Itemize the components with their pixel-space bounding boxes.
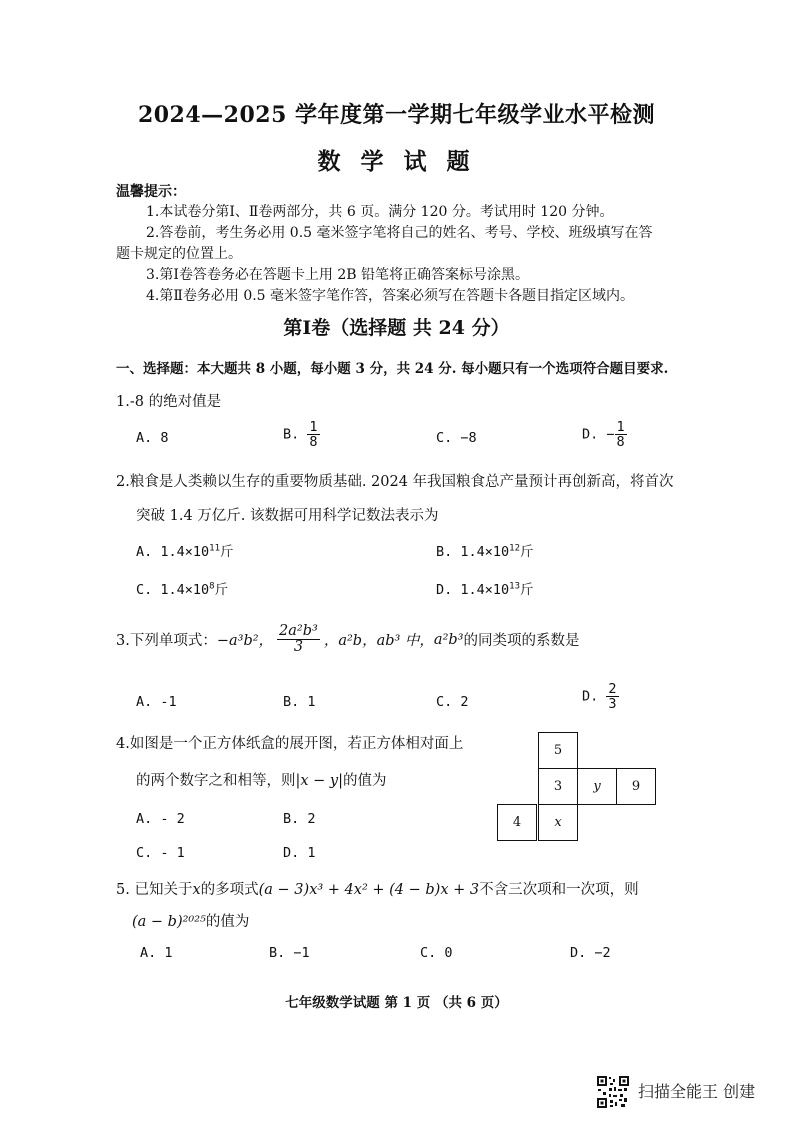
q1-option-c: C. −8 [436, 430, 477, 446]
q1-option-a: A. 8 [136, 430, 169, 446]
net-cell-y: y [577, 768, 617, 805]
q1-option-b-fraction [307, 420, 319, 449]
q2-c-unit: 斤 [214, 582, 229, 598]
q2-option-b [436, 540, 534, 560]
q3-option-a: A. -1 [136, 694, 177, 710]
q1-option-b-label: B. [283, 426, 300, 443]
q3-target-term: a²b³ [433, 631, 464, 648]
cube-net-figure [497, 732, 667, 848]
q4-option-b: B. 2 [283, 811, 316, 827]
q1-option-d-label: D. − [582, 426, 615, 443]
q2-b-exponent: 12 [509, 543, 520, 554]
page-footer: 七年级数学试题 第 1 页 （共 6 页） [285, 995, 508, 1011]
q1-option-d-fraction [615, 420, 627, 449]
q3-suffix: 的同类项的系数是 [463, 633, 580, 650]
notice-item-2-line-2: 题卡规定的位置上。 [116, 246, 242, 262]
notice-item-4: 4.第Ⅱ卷务必用 0.5 毫米签字笔作答，答案必须写在答题卡各题目指定区域内。 [146, 288, 635, 304]
section-title: 第Ⅰ卷（选择题 共 24 分） [283, 317, 510, 339]
q4-line-2-suffix: 的值为 [343, 773, 387, 789]
q4-option-a: A. - 2 [136, 811, 185, 827]
q2-option-a [136, 540, 234, 560]
q5-line-1-mid: 的多项式 [200, 882, 259, 898]
q2-c-exponent: 8 [209, 581, 215, 592]
q2-a-exponent: 11 [209, 543, 220, 554]
net-cell-3: 3 [538, 768, 578, 805]
q4-option-c: C. - 1 [136, 845, 185, 861]
q2-d-exponent: 13 [509, 581, 520, 592]
q3-term-1: −a³b²， [216, 633, 274, 650]
exam-subject: 数 学 试 题 [317, 148, 476, 175]
q2-b-unit: 斤 [520, 544, 534, 560]
q5-line-1-suffix: 不含三次项和一次项，则 [479, 882, 639, 898]
q1-option-b [283, 420, 320, 449]
q4-line-2-prefix: 的两个数字之和相等，则 [136, 773, 296, 789]
qr-code-icon [596, 1075, 630, 1109]
q5-expression: (a − b)²⁰²⁵ [132, 914, 206, 930]
q5-variable: x [192, 882, 201, 898]
question-4-line-1: 4.如图是一个正方体纸盒的展开图，若正方体相对面上 [116, 736, 464, 752]
q2-d-unit: 斤 [520, 582, 534, 598]
q1-d-numerator: 1 [616, 419, 625, 435]
q3-option-d-label: D. [582, 688, 599, 705]
question-4-line-2 [136, 769, 387, 790]
q5-option-b: B. −1 [269, 945, 310, 961]
q5-line-2-suffix: 的值为 [205, 914, 250, 930]
q3-d-numerator: 2 [608, 681, 617, 697]
notice-item-1: 1.本试卷分第Ⅰ、Ⅱ卷两部分，共 6 页。满分 120 分。考试用时 120 分钟。 [146, 204, 614, 220]
q3-prefix: 3.下列单项式： [116, 633, 217, 650]
q2-c-base: C. 1.4×10 [136, 582, 210, 598]
q3-term-2-denominator: 3 [293, 639, 304, 656]
q3-option-b: B. 1 [283, 694, 316, 710]
q2-a-base: A. 1.4×10 [136, 544, 210, 560]
q2-option-d [436, 578, 534, 598]
net-cell-5: 5 [538, 732, 578, 769]
q5-line-1-prefix: 5. 已知关于 [116, 882, 193, 898]
q2-option-c [136, 578, 228, 598]
question-5-line-2 [132, 910, 249, 931]
q3-option-d [582, 682, 619, 711]
net-cell-4: 4 [497, 804, 537, 841]
q1-option-d [582, 420, 627, 449]
q3-term-2-numerator: 2a²b³ [279, 623, 318, 639]
q2-d-base: D. 1.4×10 [436, 582, 510, 598]
notice-item-2-line-1: 2.答卷前，考生务必用 0.5 毫米签字笔将自己的姓名、考号、学校、班级填写在答 [146, 225, 653, 241]
net-cell-x: x [538, 804, 578, 841]
net-cell-9: 9 [616, 768, 656, 805]
q1-d-denominator: 8 [616, 434, 625, 451]
question-3-stem [116, 624, 579, 655]
q4-expression: |x − y| [295, 773, 344, 789]
q1-b-numerator: 1 [309, 419, 318, 435]
q5-polynomial: (a − 3)x³ + 4x² + (4 − b)x + 3 [258, 882, 480, 898]
q5-option-c: C. 0 [420, 945, 453, 961]
question-2-line-2: 突破 1.4 万亿斤. 该数据可用科学记数法表示为 [136, 508, 439, 524]
q3-term-2-fraction [277, 624, 320, 655]
scanner-watermark: 扫描全能王 创建 [638, 1082, 756, 1101]
question-1-stem: 1.-8 的绝对值是 [116, 394, 222, 410]
q3-option-d-fraction [606, 682, 618, 711]
question-5-line-1 [116, 878, 639, 899]
q2-b-base: B. 1.4×10 [436, 544, 510, 560]
section-instruction: 一、选择题：本大题共 8 小题，每小题 3 分，共 24 分. 每小题只有一个选项符合题目要求. [116, 361, 669, 377]
q1-b-denominator: 8 [309, 434, 318, 451]
notice-item-3: 3.第Ⅰ卷答卷务必在答题卡上用 2B 铅笔将正确答案标号涂黑。 [146, 267, 529, 283]
q2-a-unit: 斤 [220, 544, 234, 560]
q4-option-d: D. 1 [283, 845, 316, 861]
q5-option-a: A. 1 [140, 945, 173, 961]
question-2-line-1: 2.粮食是人类赖以生存的重要物质基础. 2024 年我国粮食总产量预计再创新高，将首次 [116, 474, 674, 490]
q3-option-c: C. 2 [436, 694, 469, 710]
notice-heading: 温馨提示： [116, 184, 186, 200]
q3-term-3: ，a²b，ab³ 中， [323, 633, 434, 650]
q5-option-d: D. −2 [570, 945, 611, 961]
q3-d-denominator: 3 [608, 696, 617, 713]
exam-title: 2024—2025 学年度第一学期七年级学业水平检测 [137, 102, 656, 128]
